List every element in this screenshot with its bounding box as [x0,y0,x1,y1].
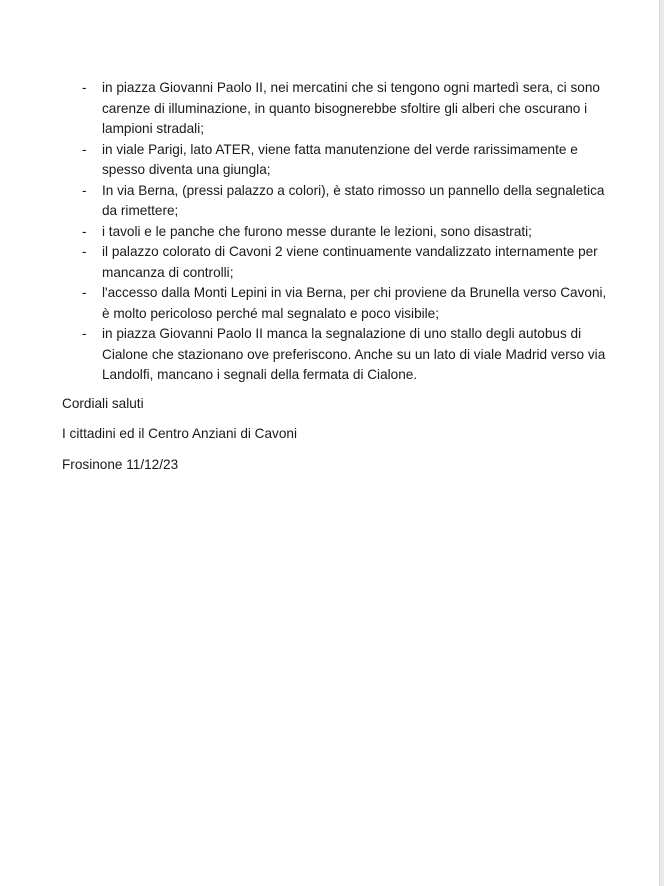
list-item [62,140,607,181]
list-item [62,242,607,283]
list-item-text: il palazzo colorato di Cavoni 2 viene continuamente vandalizzato internamente per mancanza di controlli; [102,244,598,280]
page-edge [660,0,664,886]
document-date: Frosinone 11/12/23 [62,456,179,472]
bullet-dash: - [82,80,87,95]
bullet-dash: - [82,285,87,300]
list-item [62,78,607,140]
bullet-dash: - [82,244,87,259]
list-item-text: in piazza Giovanni Paolo II, nei mercatini che si tengono ogni martedì sera, ci sono carenze di illuminazione, in quanto bisognerebbe sfoltire gli alberi che oscurano i lampioni stradali; [102,80,600,136]
list-item-text: in viale Parigi, lato ATER, viene fatta manutenzione del verde rarissimamente e spesso diventa una giungla; [102,141,578,177]
bullet-dash: - [82,182,87,198]
list-item [62,181,607,222]
issue-list [62,78,607,386]
list-item-text: i tavoli e le panche che furono messe durante le lezioni, sono disastrati; [102,223,532,239]
bullet-dash: - [82,141,87,157]
list-item-text: In via Berna, (pressi palazzo a colori), è stato rimosso un pannello della segnaletica da rimettere; [102,182,605,218]
signature: I cittadini ed il Centro Anziani di Cavoni [62,426,297,441]
list-item-text: l'accesso dalla Monti Lepini in via Berna, per chi proviene da Brunella verso Cavoni, è molto pericoloso perché mal segnalato e poco visibile; [102,285,607,321]
document-body [62,78,607,475]
list-item [62,283,607,324]
list-item-text: in piazza Giovanni Paolo II manca la segnalazione di uno stallo degli autobus di Cialone che stazionano ove preferiscono. Anche su un lato di viale Madrid verso via Landolfi, mancano i segnali della fermata di Cialone. [102,326,606,382]
bullet-dash: - [82,223,87,239]
closing-greeting: Cordiali saluti [62,395,144,411]
list-item [62,324,607,386]
bullet-dash: - [82,326,87,341]
list-item [62,222,607,243]
